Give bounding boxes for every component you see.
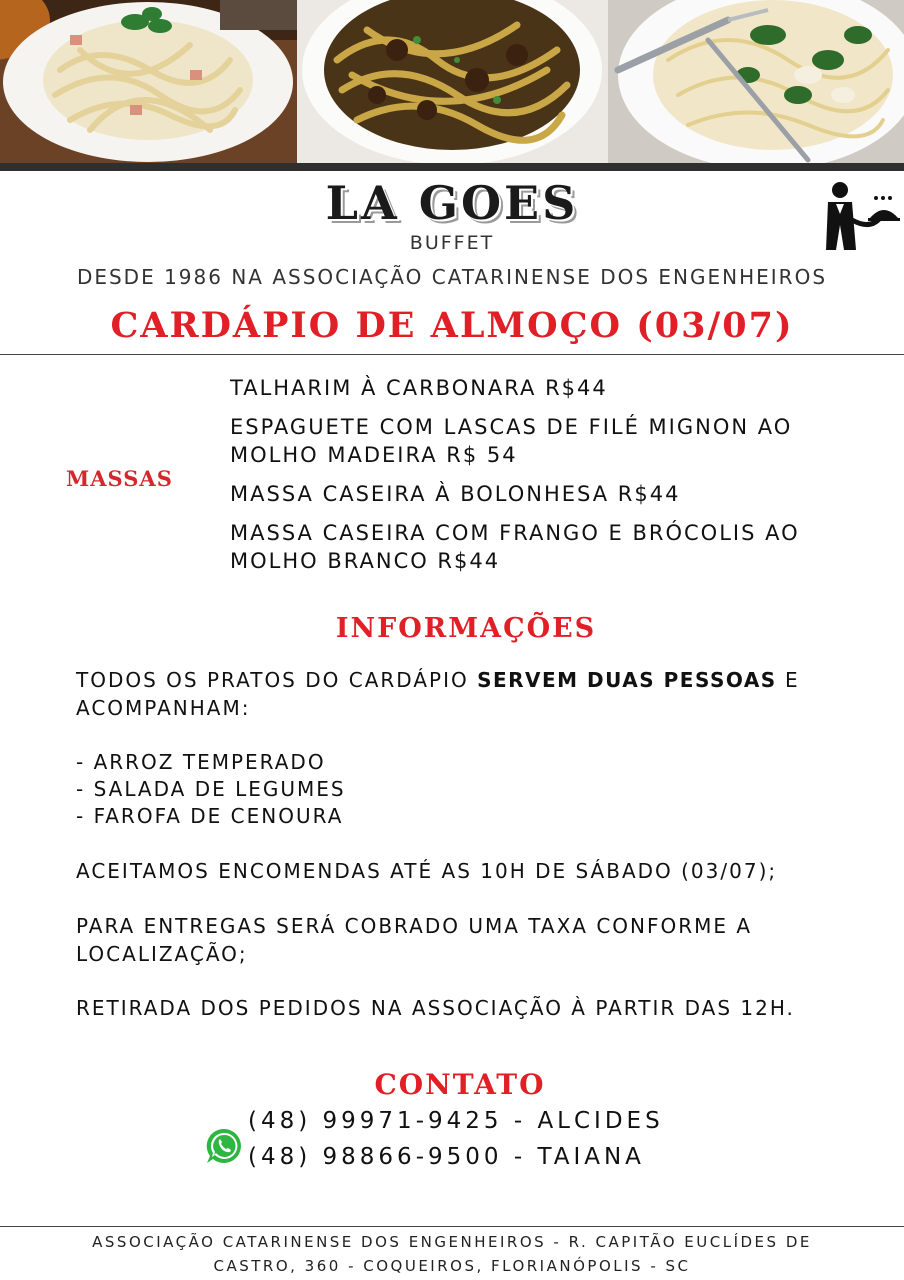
menu-title: CARDÁPIO DE ALMOÇO (03/07): [110, 305, 794, 346]
photo-fettuccine-carbonara: [0, 0, 297, 165]
brand-subtitle: BUFFET: [409, 232, 495, 254]
footer-address: [30, 1230, 874, 1278]
contact-phone[interactable]: (48) 99971-9425 - ALCIDES: [248, 1108, 664, 1134]
brand-since-line: DESDE 1986 NA ASSOCIAÇÃO CATARINENSE DOS ENGENHEIROS: [76, 265, 828, 289]
info-intro: [76, 666, 856, 722]
category-label: MASSAS: [66, 466, 173, 491]
banner-divider: [0, 163, 904, 171]
info-intro-highlight: SERVEM DUAS PESSOAS: [477, 668, 777, 692]
info-title: INFORMAÇÕES: [335, 613, 597, 644]
photo-pasta-chicken-broccoli: [608, 0, 904, 165]
photo-banner: [0, 0, 904, 165]
brand-name: LA GOES: [325, 176, 579, 230]
footer-divider: [0, 1226, 904, 1227]
info-intro-suffix: E ACOMPANHAM:: [76, 668, 800, 720]
whatsapp-icon: [204, 1126, 244, 1166]
info-intro-prefix: TODOS OS PRATOS DO CARDÁPIO: [76, 668, 478, 692]
side-dish-item: - FAROFA DE CENOURA: [76, 804, 344, 828]
side-dish-item: - SALADA DE LEGUMES: [76, 777, 346, 801]
dish-item: TALHARIM À CARBONARA R$44: [230, 376, 608, 400]
pickup-note: RETIRADA DOS PEDIDOS NA ASSOCIAÇÃO À PARTIR DAS 12H.: [76, 996, 795, 1020]
footer-address-line: ASSOCIAÇÃO CATARINENSE DOS ENGENHEIROS - R. CAPITÃO EUCLÍDES DE: [92, 1233, 812, 1251]
waiter-cloche-icon: [822, 180, 902, 260]
delivery-note: PARA ENTREGAS SERÁ COBRADO UMA TAXA CONFORME A LOCALIZAÇÃO;: [76, 914, 753, 966]
dish-item: ESPAGUETE COM LASCAS DE FILÉ MIGNON AO MOLHO MADEIRA R$ 54: [230, 415, 793, 467]
orders-note: ACEITAMOS ENCOMENDAS ATÉ AS 10H DE SÁBADO (03/07);: [76, 859, 778, 883]
dish-list: [230, 374, 880, 586]
footer-address-line: CASTRO, 360 - COQUEIROS, FLORIANÓPOLIS - SC: [213, 1257, 691, 1275]
side-dish-item: - ARROZ TEMPERADO: [76, 750, 326, 774]
dish-item: MASSA CASEIRA COM FRANGO E BRÓCOLIS AO MOLHO BRANCO R$44: [230, 521, 800, 573]
contact-title: CONTATO: [374, 1068, 546, 1101]
dish-item: MASSA CASEIRA À BOLONHESA R$44: [230, 482, 681, 506]
divider-line: [0, 354, 904, 355]
contact-phone[interactable]: (48) 98866-9500 - TAIANA: [248, 1144, 645, 1170]
photo-spaghetti-mignon: [297, 0, 608, 165]
